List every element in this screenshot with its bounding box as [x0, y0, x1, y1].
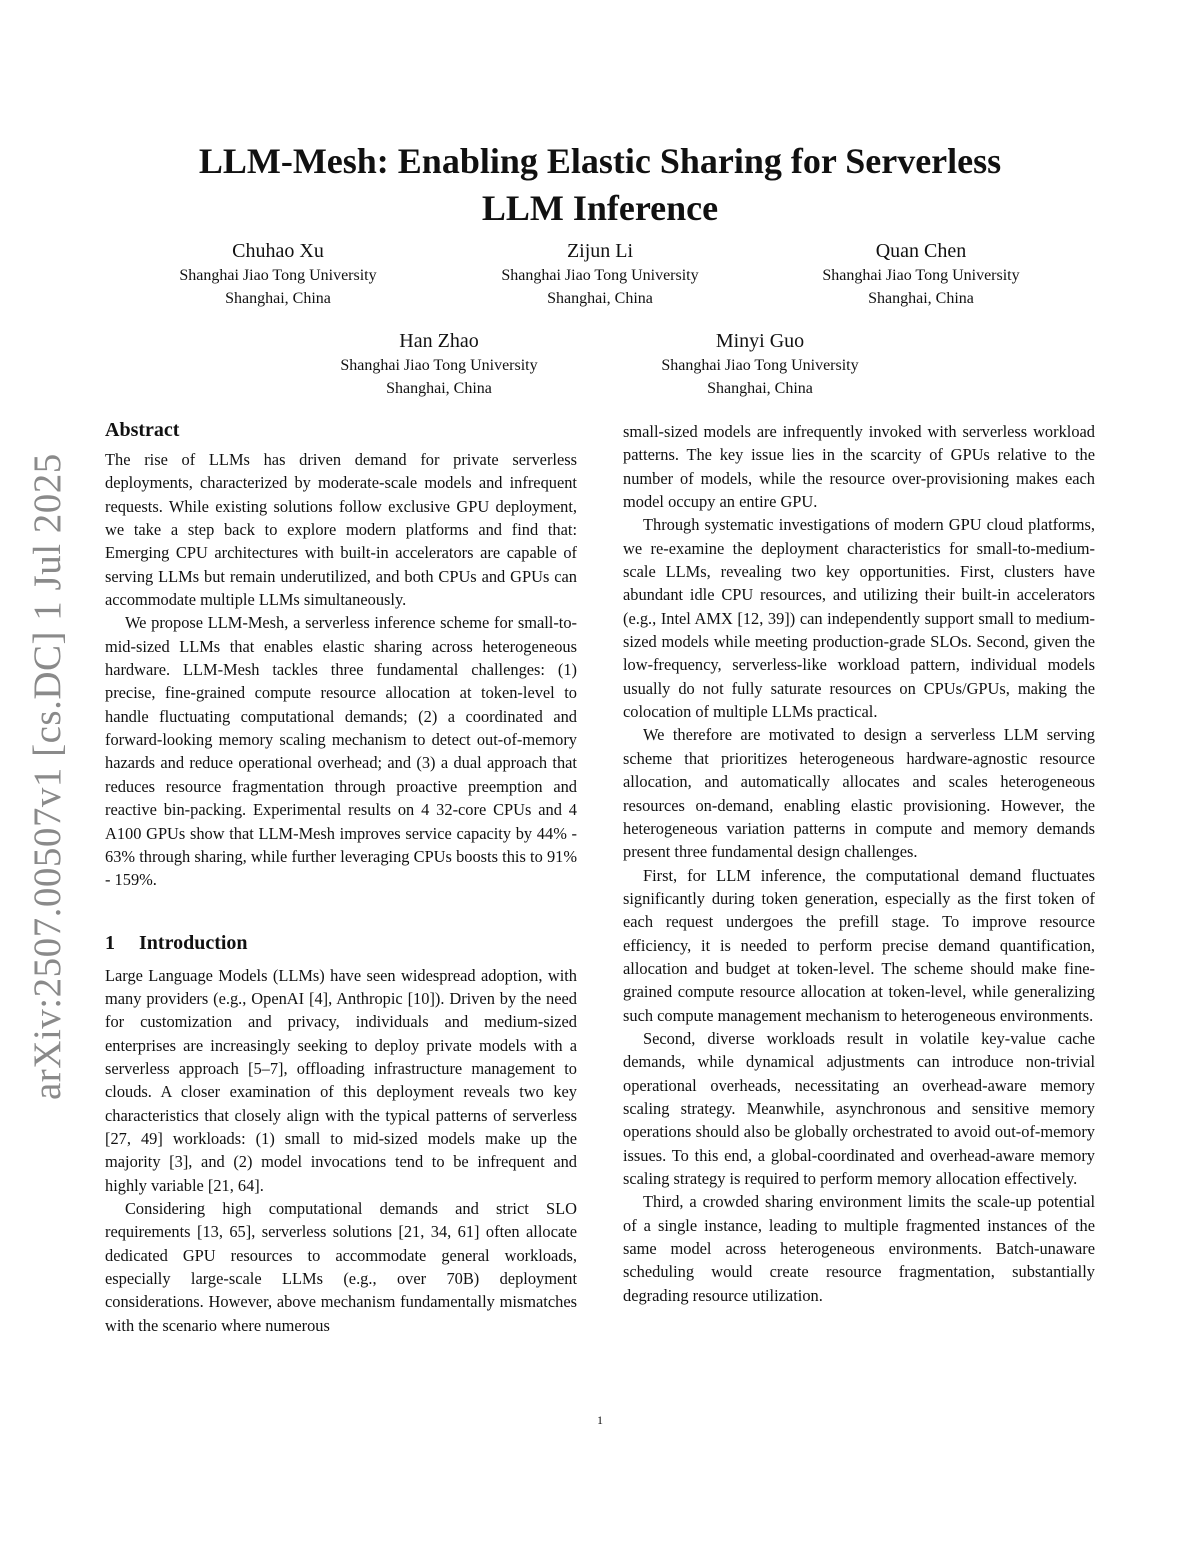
section-heading-introduction [105, 930, 577, 956]
section-title: Introduction [139, 931, 248, 954]
author-affiliation: Shanghai Jiao Tong University [179, 267, 377, 284]
abstract-paragraph: We propose LLM-Mesh, a serverless inference scheme for small-to-mid-sized LLMs that enables elastic sharing across heterogeneous hardware. LLM-Mesh tackles three fundamental challenges: (1) precise, fine-grained compute resource allocation at token-level to handle fluctuating computational demands; (2) a coordinated and forward-looking memory scaling mechanism to detect out-of-memory hazards and reduce operational overhead; and (3) a dual approach that reduces resource fragmentation through proactive preemption and reactive bin-packing. Experimental results on 4 32-core CPUs and 4 A100 GPUs show that LLM-Mesh improves service capacity by 44% - 63% through sharing, while further leveraging CPUs boosts this to 91% - 159%. [105, 613, 577, 890]
intro-paragraph: Large Language Models (LLMs) have seen widespread adoption, with many providers (e.g., OpenAI [4], Anthropic [10]). Driven by the need for customization and privacy, individuals and medium-sized enterprises are increasingly seeking to deploy private models with a serverless approach [5–7], offloading infrastructure management to clouds. A closer examination of this deployment reveals two key characteristics that closely align with the typical patterns of serverless [27, 49] workloads: (1) small to mid-sized models make up the majority [3], and (2) model invocations tend to be infrequent and highly variable [21, 64]. [105, 965, 577, 1195]
left-column [105, 417, 577, 1337]
author-block [771, 238, 1071, 310]
body-paragraph: Second, diverse workloads result in volatile key-value cache demands, while dynamical adjustments can introduce non-trivial operational overheads, necessitating an overhead-aware memory scaling strategy. Meanwhile, asynchronous and sensitive memory operations should also be globally orchestrated to avoid out-of-memory issues. To this end, a global-coordinated and overhead-aware memory scaling strategy is required to perform memory allocation effectively. [623, 1028, 1095, 1188]
section-number: 1 [105, 931, 115, 954]
author-location: Shanghai, China [868, 290, 974, 307]
paper-title [100, 138, 1100, 232]
author-location: Shanghai, China [547, 290, 653, 307]
author-affiliation: Shanghai Jiao Tong University [340, 357, 538, 374]
abstract-paragraph: The rise of LLMs has driven demand for private serverless deployments, characterized by moderate-scale models and infrequent requests. While existing solutions follow exclusive GPU deployment, we take a step back to explore modern platforms and find that: Emerging CPU architectures with built-in accelerators are capable of serving LLMs but remain underutilized, and both CPUs and GPUs can accommodate multiple LLMs simultaneously. [105, 450, 577, 610]
author-name: Zijun Li [566, 240, 634, 262]
author-name: Han Zhao [399, 330, 479, 352]
right-column [623, 420, 1095, 1307]
body-paragraph: Third, a crowded sharing environment limits the scale-up potential of a single instance, leading to multiple fragmented instances of the same model across heterogeneous environments. Batch-unaware scheduling would create resource fragmentation, substantially degrading resource utilization. [623, 1192, 1095, 1305]
author-block [610, 328, 910, 400]
author-block [289, 328, 589, 400]
author-affiliation: Shanghai Jiao Tong University [822, 267, 1020, 284]
page-number: 1 [597, 1413, 603, 1427]
intro-paragraph: Considering high computational demands and strict SLO requirements [13, 65], serverless solutions [21, 34, 61] often allocate dedicated GPU resources to accommodate general workloads, especially large-scale LLMs (e.g., over 70B) deployment considerations. However, above mechanism fundamentally mismatches with the scenario where numerous [105, 1198, 577, 1335]
body-paragraph: small-sized models are infrequently invoked with serverless workload patterns. The key issue lies in the scarcity of GPUs relative to the number of models, while the resource over-provisioning makes each model occupy an entire GPU. [623, 422, 1095, 512]
author-affiliation: Shanghai Jiao Tong University [501, 267, 699, 284]
author-location: Shanghai, China [707, 380, 813, 397]
author-name: Quan Chen [875, 240, 967, 262]
body-paragraph: We therefore are motivated to design a serverless LLM serving scheme that prioritizes heterogeneous hardware-agnostic resource allocation, and automatically allocates and scales heterogeneous resources on-demand, enabling elastic provisioning. However, the heterogeneous variation patterns in compute and memory demands present three fundamental design challenges. [623, 725, 1095, 862]
title-line-2: LLM Inference [481, 188, 719, 228]
body-paragraph: Through systematic investigations of modern GPU cloud platforms, we re-examine the deployment characteristics for small-to-medium-scale LLMs, revealing two key opportunities. First, clusters have abundant idle CPU resources, and utilizing their built-in accelerators (e.g., Intel AMX [12, 39]) can independently support small to medium-sized models while meeting production-grade SLOs. Second, given the low-frequency, serverless-like workload pattern, individual models usually do not fully saturate resources on CPUs/GPUs, making the colocation of multiple LLMs practical. [623, 515, 1095, 722]
author-block [128, 238, 428, 310]
author-name: Chuhao Xu [232, 240, 324, 262]
title-line-1: LLM-Mesh: Enabling Elastic Sharing for Serverless [198, 141, 1002, 181]
author-location: Shanghai, China [225, 290, 331, 307]
body-paragraph: First, for LLM inference, the computational demand fluctuates significantly during token generation, especially as the first token of each request undergoes the prefill stage. To improve resource efficiency, it is needed to perform precise demand quantification, allocation and budget at token-level. The scheme should make fine-grained compute resource allocation at token-level, while generalizing such compute management mechanism to heterogeneous environments. [623, 865, 1095, 1025]
arxiv-stamp: arXiv:2507.00507v1 [cs.DC] 1 Jul 2025 [26, 453, 69, 1100]
author-affiliation: Shanghai Jiao Tong University [661, 357, 859, 374]
abstract-heading: Abstract [105, 419, 180, 441]
author-block [450, 238, 750, 310]
author-name: Minyi Guo [715, 330, 805, 352]
author-location: Shanghai, China [386, 380, 492, 397]
